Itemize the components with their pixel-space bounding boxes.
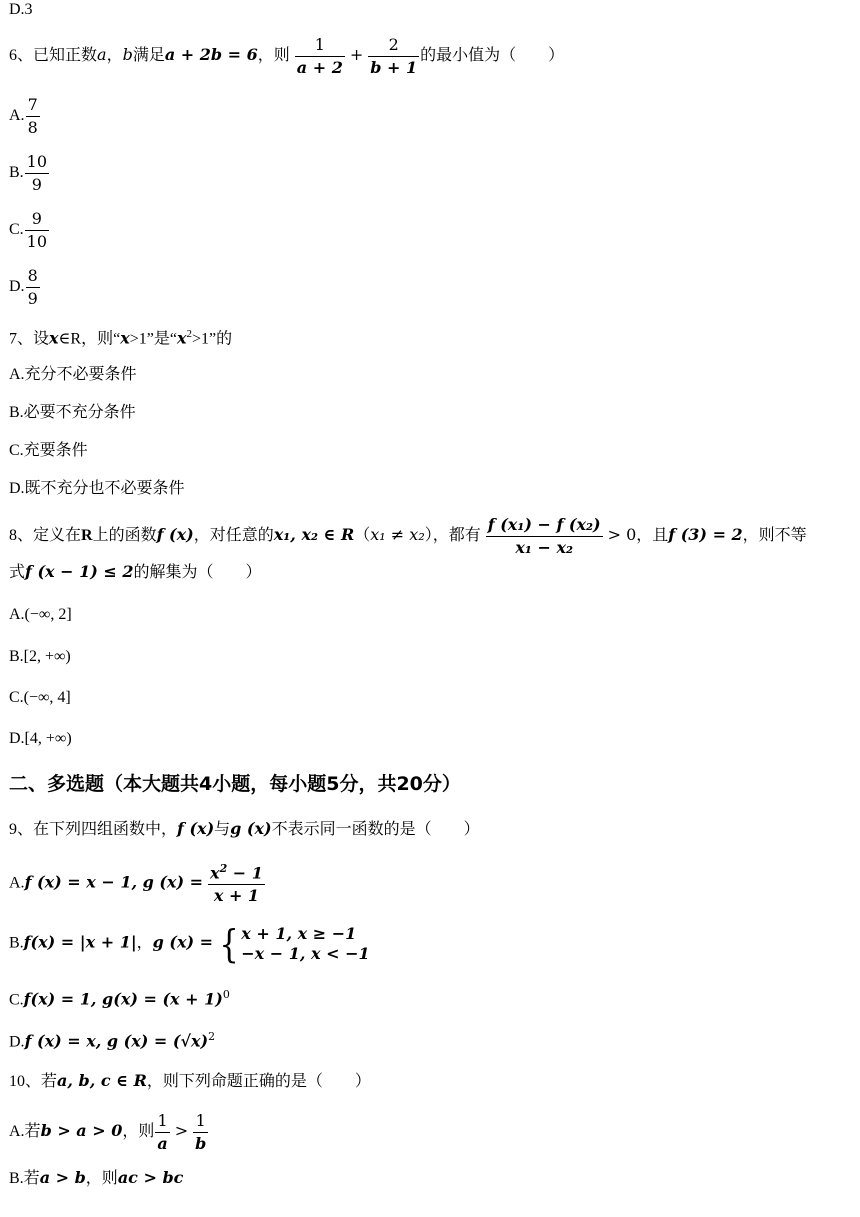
q7-stem: 7、设x∈R，则“x>1”是“$x^2>1$”的 <box>9 328 233 348</box>
q10-stem: 10、若a, b, c ∈ R，则下列命题正确的是（ ） <box>9 1071 371 1090</box>
q8-option-d[interactable]: D.[4, +∞) <box>9 730 72 747</box>
q10-option-b[interactable]: B.若a > b，则ac > bc <box>9 1168 184 1187</box>
q9-option-d[interactable]: D.f (x) = x, g $(x) = (√x)^2$ <box>9 1030 216 1051</box>
q7-option-b[interactable]: B.必要不充分条件 <box>9 404 136 421</box>
q7-option-d[interactable]: D.既不充分也不必要条件 <box>9 480 185 497</box>
q6-option-d[interactable]: D. $\frac{8}{9}$ <box>9 266 38 308</box>
q6-option-a[interactable]: A. $\frac{7}{8}$ <box>9 95 38 137</box>
q8-option-a[interactable]: A.(−∞, 2] <box>9 606 72 623</box>
q8-option-c[interactable]: C.(−∞, 4] <box>9 689 71 706</box>
q7-option-a[interactable]: A.充分不必要条件 <box>9 366 137 383</box>
prev-option-d: D.3 <box>9 1 33 18</box>
q9-option-c[interactable]: C.f(x) = 1, $g(x) = (x + 1)^0$ <box>9 988 230 1009</box>
q10-option-a[interactable]: A.若b > a > 0，则 $\frac{1}{a}$ > $\frac{1}{b}$ <box>9 1111 207 1153</box>
left-brace-icon: { <box>219 922 239 966</box>
q8-fraction: $\frac{\text{f (x₁) − f (x₂)}}{\text{x₁ − x₂}}$ <box>487 515 601 557</box>
q8-option-b[interactable]: B.[2, +∞) <box>9 648 71 665</box>
q6-option-b[interactable]: B. $\frac{10}{9}$ <box>9 152 48 194</box>
q9-stem: 9、在下列四组函数中，f (x)与g (x)不表示同一函数的是（ ） <box>9 819 480 838</box>
q6-stem: 6、已知正数a，b满足a + 2b = 6，则 $\frac{1}{a + 2}$ + $\frac{2}{b + 1}$ 的最小值为（ ） <box>9 35 565 77</box>
q8-stem-line2: 式f (x − 1) ≤ 2的解集为（ ） <box>9 562 262 581</box>
q9-option-a[interactable]: A.f (x) = x − 1, g (x) = $\frac{x^2 - 1}{x + 1}$ <box>9 862 263 905</box>
q9-option-b[interactable]: B.f(x) = |x + 1|，g (x) = { x + 1, x ≥ −1 −x − 1, x < −1 <box>9 922 370 966</box>
q8-stem-line1: 8、定义在R上的函数f (x)，对任意的x₁, x₂ ∈ R（x₁ ≠ x₂），都有 $\frac{\text{f (x₁) − f (x₂)}}{\text{x₁ − x₂}}$ > 0，且f (3) = 2，则不等 <box>9 515 807 557</box>
q6-option-c[interactable]: C. $\frac{9}{10}$ <box>9 209 48 251</box>
q7-option-c[interactable]: C.充要条件 <box>9 442 88 459</box>
section-2-heading: 二、多选题（本大题共4小题，每小题5分，共20分） <box>9 773 461 795</box>
q6-fraction-2: $\frac{2}{b + 1}$ <box>370 35 418 77</box>
q6-fraction-1: $\frac{1}{a + 2}$ <box>296 35 343 77</box>
